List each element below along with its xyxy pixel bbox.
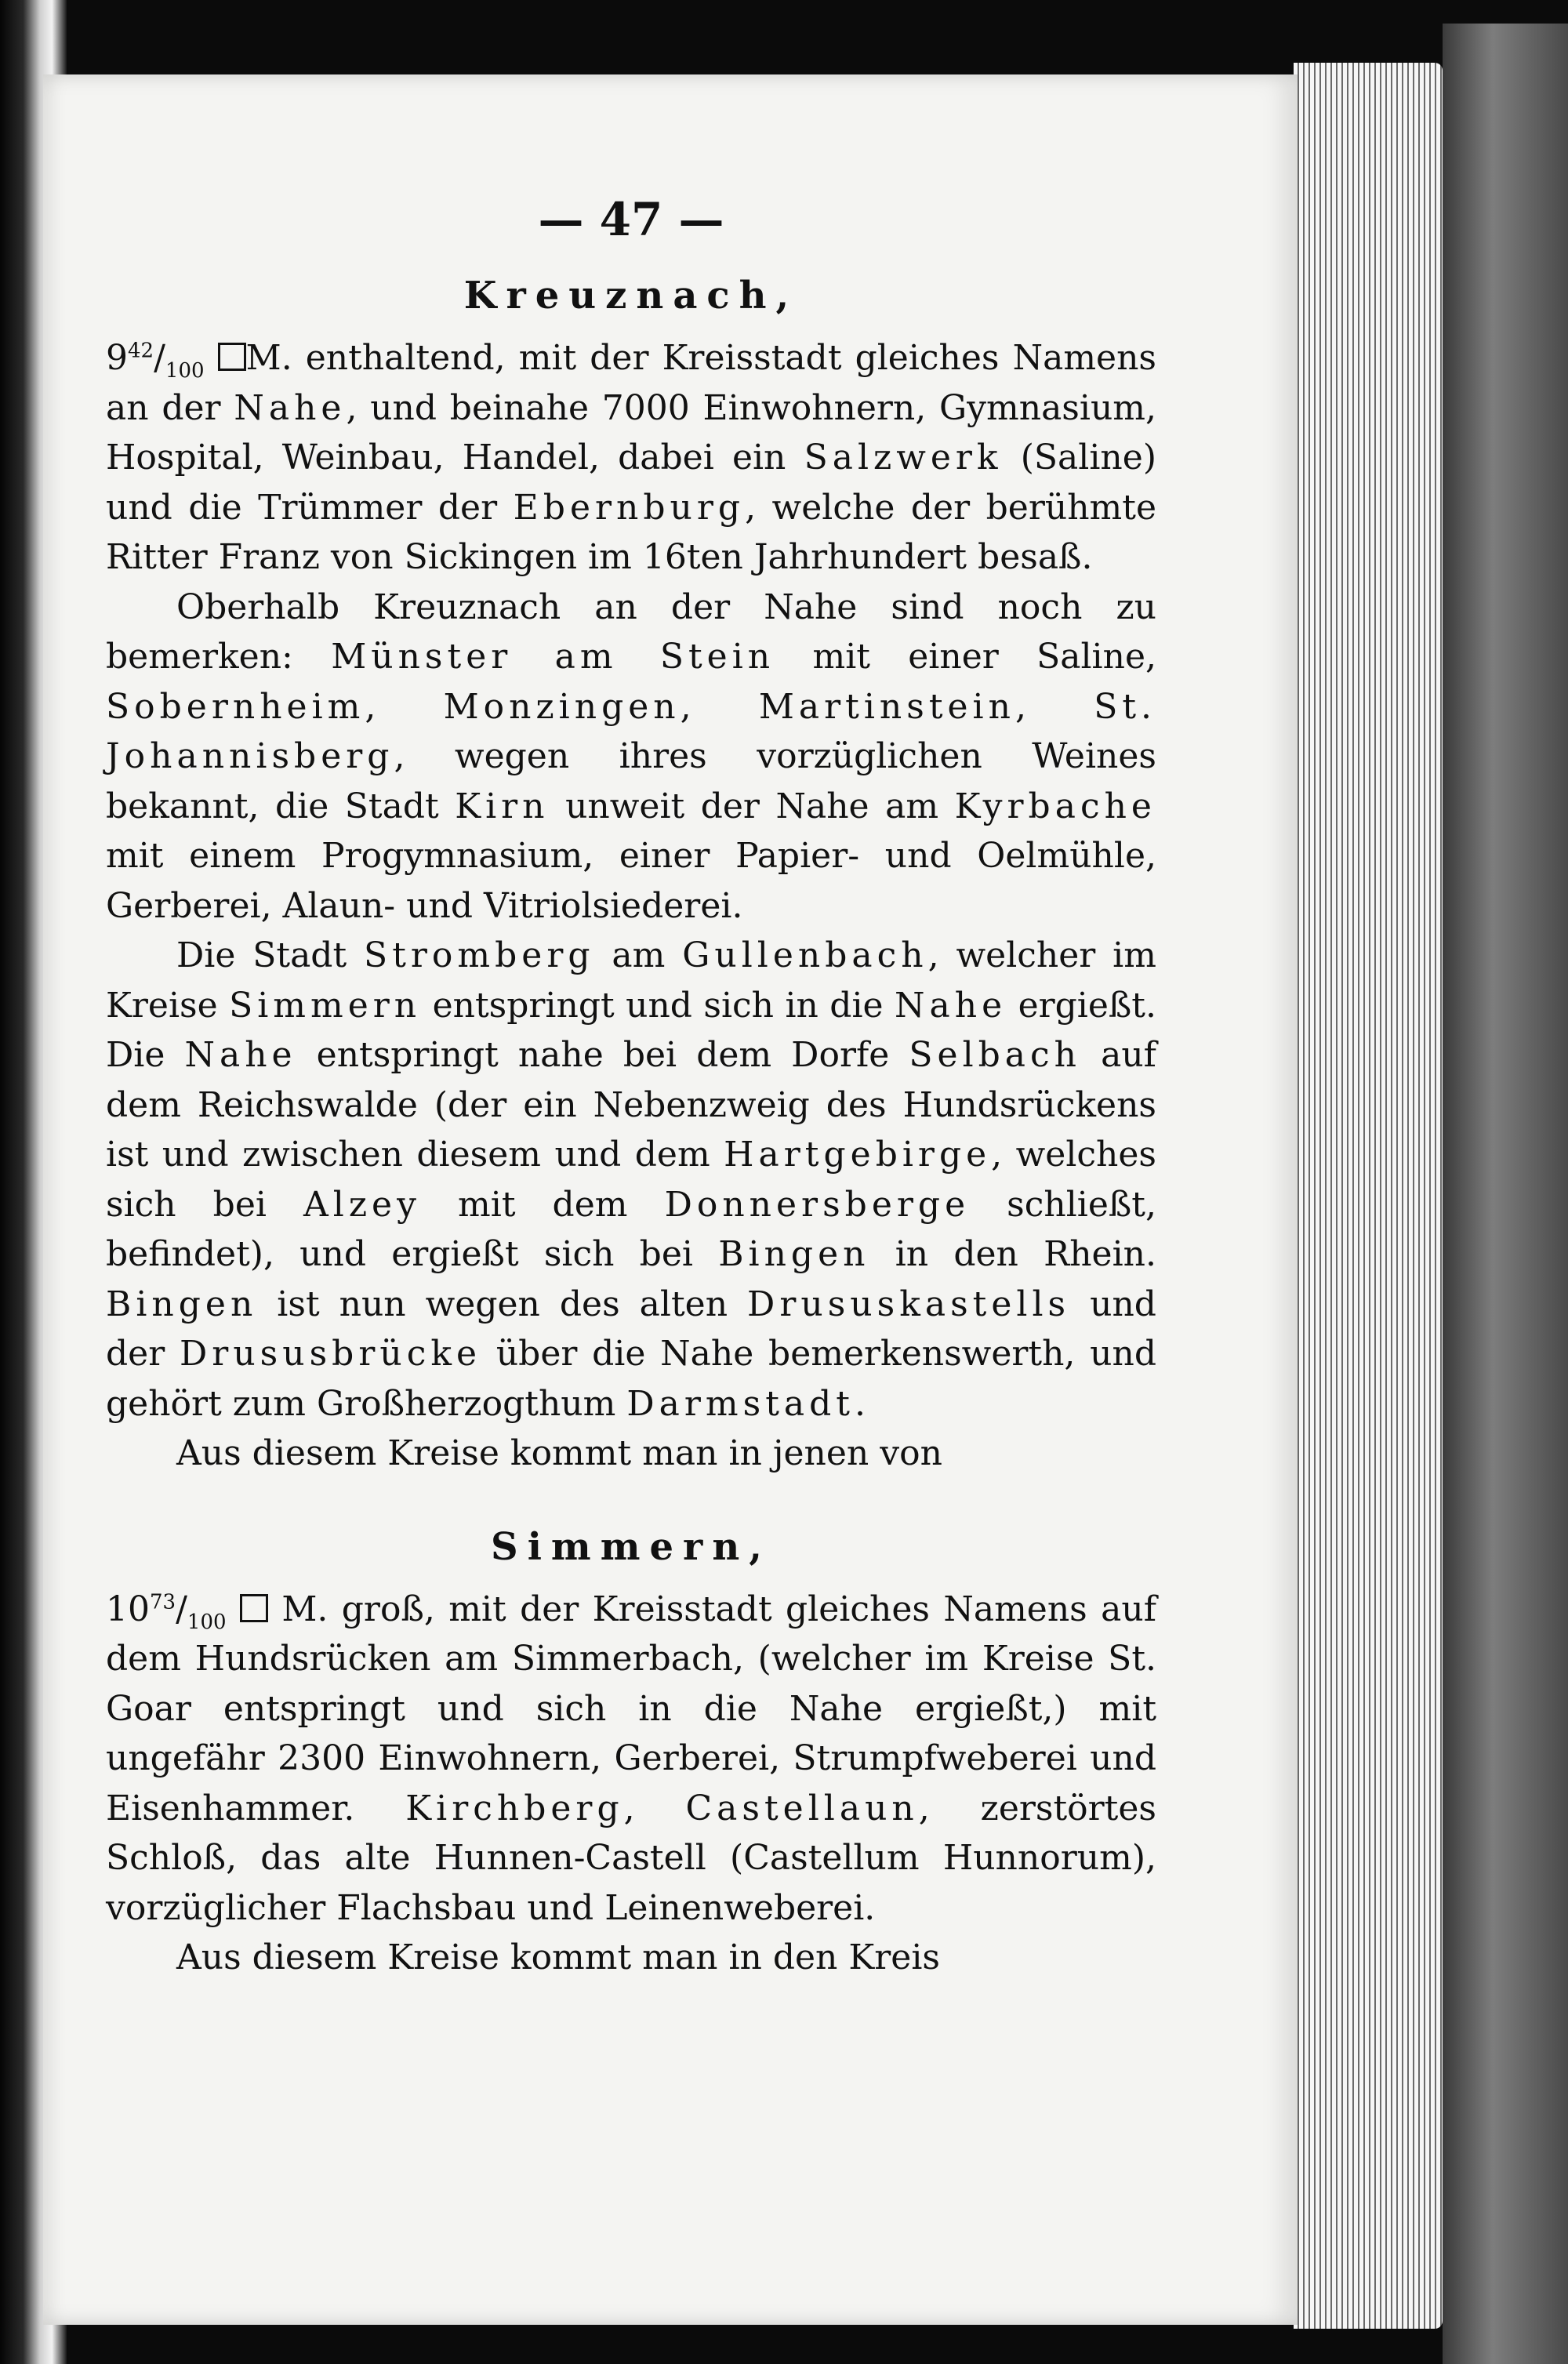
text-run: (Saline) und die Trümmer der bbox=[106, 438, 1156, 528]
section-heading-kreuznach: Kreuznach, bbox=[463, 274, 799, 318]
book-cover bbox=[1443, 24, 1568, 2364]
text-run: , welche der berühmte Ritter Franz von Sickingen im 16ten Jahrhundert besaß. bbox=[106, 487, 1156, 577]
emphasis-castellaun: Castellaun bbox=[685, 1788, 919, 1828]
area-denominator: 100 bbox=[165, 358, 205, 383]
text-run: ist nun wegen des alten bbox=[277, 1284, 728, 1324]
emphasis-sobernheim: Sobernheim bbox=[106, 686, 365, 727]
paragraph-oberhalb bbox=[106, 583, 1156, 931]
emphasis-alzey: Alzey bbox=[303, 1184, 421, 1225]
text-run: . bbox=[854, 1383, 866, 1424]
text-run: am bbox=[612, 935, 666, 975]
text-run: Die Stadt bbox=[176, 935, 347, 975]
latin-name: (Castellum Hunnorum) bbox=[730, 1838, 1145, 1878]
emphasis-nahe-2: Nahe bbox=[184, 1035, 297, 1075]
paragraph-stromberg bbox=[106, 931, 1156, 1429]
text-run: mit dem bbox=[458, 1184, 628, 1225]
emphasis-darmstadt: Darmstadt bbox=[626, 1383, 855, 1424]
emphasis-kirn: Kirn bbox=[455, 786, 550, 826]
text-run: ergießt. Die bbox=[106, 985, 1156, 1075]
text-run: , zerstörtes Schloß, das alte Hunnen-Castell bbox=[106, 1788, 1156, 1878]
emphasis-muenster: Münster am Stein bbox=[331, 637, 775, 677]
emphasis-stromberg: Stromberg bbox=[364, 935, 595, 975]
square-mile-icon bbox=[218, 343, 246, 371]
emphasis-bingen: Bingen bbox=[718, 1234, 870, 1274]
text-run: und der bbox=[106, 1284, 1156, 1374]
text-run: M. enthaltend, mit der Kreisstadt gleiches Namens an der bbox=[106, 338, 1156, 428]
text-run: , bbox=[623, 1788, 635, 1828]
emphasis-donnersberge: Donnersberge bbox=[664, 1184, 971, 1225]
text-run: M. groß, mit der Kreisstadt gleiches Namens auf dem Hundsrücken am Simmerbach, (welcher im Kreise St. Goar entspringt und sich in die Nahe ergießt,) mit ungefähr 2300 Einwohnern, Gerberei, Strumpfweberei und Eisenhammer. bbox=[106, 1589, 1156, 1828]
emphasis-ebernburg: Ebernburg bbox=[513, 487, 746, 528]
emphasis-hartgebirge: Hartgebirge bbox=[724, 1135, 992, 1175]
text-run: über die Nahe bemerkenswerth, und gehört zum Großherzogthum bbox=[106, 1334, 1156, 1424]
emphasis-nahe: Nahe bbox=[895, 985, 1007, 1026]
paragraph-transition-1: Aus diesem Kreise kommt man in jenen von bbox=[176, 1433, 942, 1473]
text-run: mit einer Saline, bbox=[812, 637, 1156, 677]
emphasis-martinstein: Martinstein bbox=[758, 686, 1015, 727]
emphasis-kyrbach: Kyrbache bbox=[954, 786, 1156, 826]
emphasis-monzingen: Monzingen bbox=[443, 686, 681, 727]
text-run: , vorzüglicher Flachsbau und Leinenweberei. bbox=[106, 1838, 1156, 1928]
text-run: , welcher im Kreise bbox=[106, 935, 1156, 1026]
text-run: , und beinahe 7000 Einwohnern, Gymnasium, Hospital, Weinbau, Handel, dabei ein bbox=[106, 387, 1157, 478]
page-text bbox=[106, 180, 1156, 1983]
emphasis-drususbruecke: Drususbrücke bbox=[180, 1334, 482, 1374]
paragraph-kreuznach-intro: $9^{42}/_{100}$ M. enthaltend, mit der Kreisstadt gleiches Namens an der Nahe, und beinahe 7000 Einwohnern, Gymnasium, Hospital, Weinbau, Handel, dabei ein Salzwerk (Saline) und die Trümmer der Ebernburg, welche der berühmte Ritter Franz von Sickingen im 16ten Jahrhundert besaß. bbox=[106, 338, 1157, 577]
text-run: , bbox=[1014, 686, 1026, 727]
text-run: auf dem Reichswalde (der ein Nebenzweig des Hundsrückens ist und zwischen diesem und dem bbox=[106, 1035, 1156, 1175]
emphasis-johannisberg: St. Johannisberg bbox=[106, 686, 1156, 776]
text-run: , welches sich bei bbox=[106, 1135, 1156, 1225]
emphasis-nahe: Nahe bbox=[234, 387, 347, 428]
text-run: , bbox=[365, 686, 376, 727]
page-stack-edge bbox=[1294, 63, 1443, 2329]
emphasis-kirchberg: Kirchberg bbox=[405, 1788, 624, 1828]
square-mile-icon bbox=[240, 1594, 268, 1622]
paragraph-simmern-intro: $10^{73}/_{100}$ M. groß, mit der Kreisstadt gleiches Namens auf dem Hundsrücken am Simmerbach, (welcher im Kreise St. Goar entspringt und sich in die Nahe ergießt,) mit ungefähr 2300 Einwohnern, Gerberei, Strumpfweberei und Eisenhammer. Kirchberg, Castellaun, zerstörtes Schloß, das alte Hunnen-Castell (Castellum Hunnorum), vorzüglicher Flachsbau und Leinenweberei. bbox=[106, 1589, 1156, 1928]
area-numerator: 73 bbox=[150, 1589, 176, 1614]
area-integer: 9 bbox=[106, 338, 128, 378]
text-run: , wegen ihres vorzüglichen Weines bekannt, die Stadt bbox=[106, 736, 1156, 826]
text-run: schließt, befindet), und ergießt sich bei bbox=[106, 1184, 1156, 1274]
page-number: — 47 — bbox=[538, 193, 724, 246]
text-run: entspringt und sich in die bbox=[432, 985, 884, 1026]
emphasis-salzwerk: Salzwerk bbox=[804, 438, 1003, 478]
area-numerator: 42 bbox=[128, 339, 154, 363]
text-run: entspringt nahe bei dem Dorfe bbox=[316, 1035, 890, 1075]
emphasis-simmern: Simmern bbox=[229, 985, 422, 1026]
emphasis-drususkastells: Drususkastells bbox=[747, 1284, 1071, 1324]
text-run: , bbox=[680, 686, 691, 727]
area-denominator: 100 bbox=[187, 1610, 227, 1634]
paragraph-transition-2: Aus diesem Kreise kommt man in den Kreis bbox=[176, 1937, 940, 1977]
emphasis-gullenbach: Gullenbach bbox=[682, 935, 928, 975]
text-run: Oberhalb Kreuznach an der Nahe sind noch zu bemerken: bbox=[106, 586, 1156, 677]
area-integer: 10 bbox=[106, 1589, 150, 1629]
text-run: in den Rhein. bbox=[895, 1234, 1156, 1274]
emphasis-bingen-2: Bingen bbox=[106, 1284, 258, 1324]
section-heading-simmern: Simmern, bbox=[491, 1524, 771, 1569]
text-run: mit einem Progymnasium, einer Papier- und Oelmühle, Gerberei, Alaun- und Vitriolsiederei. bbox=[106, 836, 1156, 926]
text-run: unweit der Nahe am bbox=[565, 786, 939, 826]
emphasis-selbach: Selbach bbox=[909, 1035, 1082, 1075]
